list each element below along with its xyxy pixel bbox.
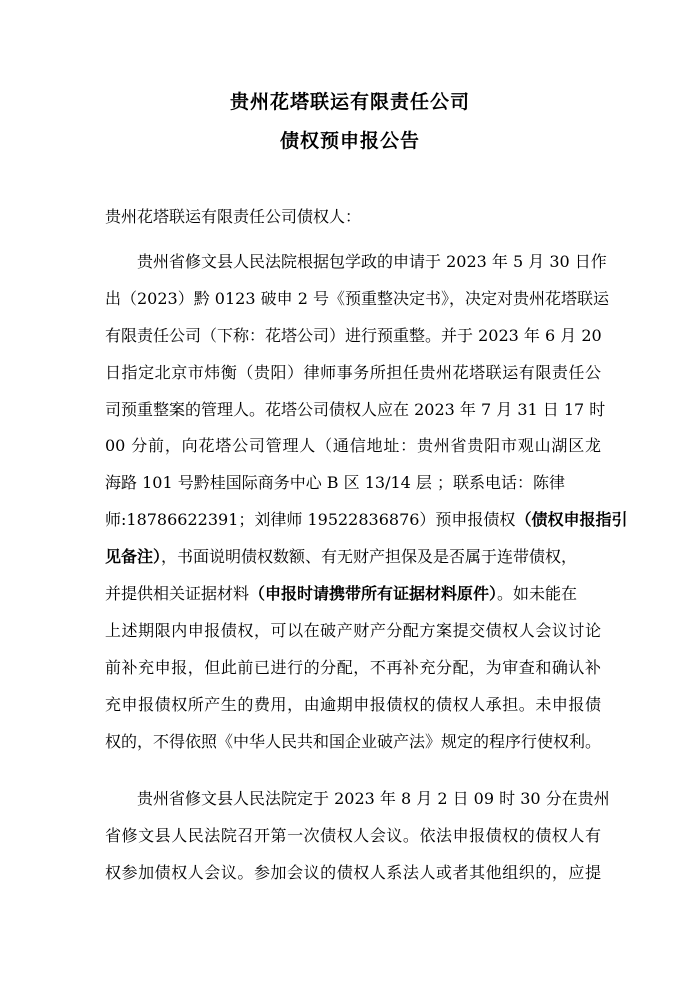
paragraph-claim-declaration [105,244,628,760]
paragraph-line: 前补充申报，但此前已进行的分配，不再补充分配，为审查和确认补 [105,657,601,677]
contact-text: 师:18786622391；刘律师 19522836876）预申报债权 [105,510,516,530]
paragraph-line [105,539,601,576]
paragraph-line: 充申报债权所产生的费用，由逾期申报债权的债权人承担。未申报债 [105,694,601,714]
paragraph-line: 权参加债权人会议。参加会议的债权人系法人或者其他组织的，应提 [105,862,601,882]
paragraph-text: 并提供相关证据材料 [105,584,250,604]
paragraph-line: 贵州省修文县人民法院根据包学政的申请于 2023 年 5 月 30 日作 [137,252,607,271]
paragraph-line: 有限责任公司（下称：花塔公司）进行预重整。并于 2023 年 6 月 20 [105,325,602,345]
paragraph-line [105,502,628,539]
guide-note-bold: （债权申报指引 [515,510,628,530]
document-title-company: 贵州花塔联运有限责任公司 [229,91,470,113]
paragraph-line: 权的，不得依照《中华人民共和国企业破产法》规定的程序行使权利。 [105,731,602,751]
paragraph-line: 上述期限内申报债权，可以在破产财产分配方案提交债权人会议讨论 [105,620,601,640]
paragraph-line: 贵州省修文县人民法院定于 2023 年 8 月 2 日 09 时 30 分在贵州 [137,789,610,808]
document-title-notice: 债权预申报公告 [279,130,420,152]
evidence-note-bold: （申报时请携带所有证据材料原件） [249,584,498,604]
paragraph-line: 省修文县人民法院召开第一次债权人会议。依法申报债权的债权人有 [105,825,601,845]
paragraph-text: 。如未能在 [497,584,578,604]
paragraph-line: 出（2023）黔 0123 破申 2 号《预重整决定书》，决定对贵州花塔联运 [105,288,609,308]
guide-note-bold: 见备注） [105,547,162,567]
paragraph-line: 司预重整案的管理人。花塔公司债权人应在 2023 年 7 月 31 日 17 时 [105,399,606,419]
paragraph-line: 日指定北京市炜衡（贵阳）律师事务所担任贵州花塔联运有限责任公 [105,362,601,382]
paragraph-line [105,576,601,613]
salutation-text: 贵州花塔联运有限责任公司债权人： [105,207,362,226]
paragraph-line: 海路 101 号黔桂国际商务中心 B 区 13/14 层 ；联系电话：陈律 [105,473,566,493]
paragraph-creditors-meeting [105,781,610,892]
paragraph-text: ，书面说明债权数额、有无财产担保及是否属于连带债权， [161,547,578,567]
paragraph-line: 00 分前，向花塔公司管理人（通信地址：贵州省贵阳市观山湖区龙 [105,436,601,456]
salutation [105,199,601,236]
